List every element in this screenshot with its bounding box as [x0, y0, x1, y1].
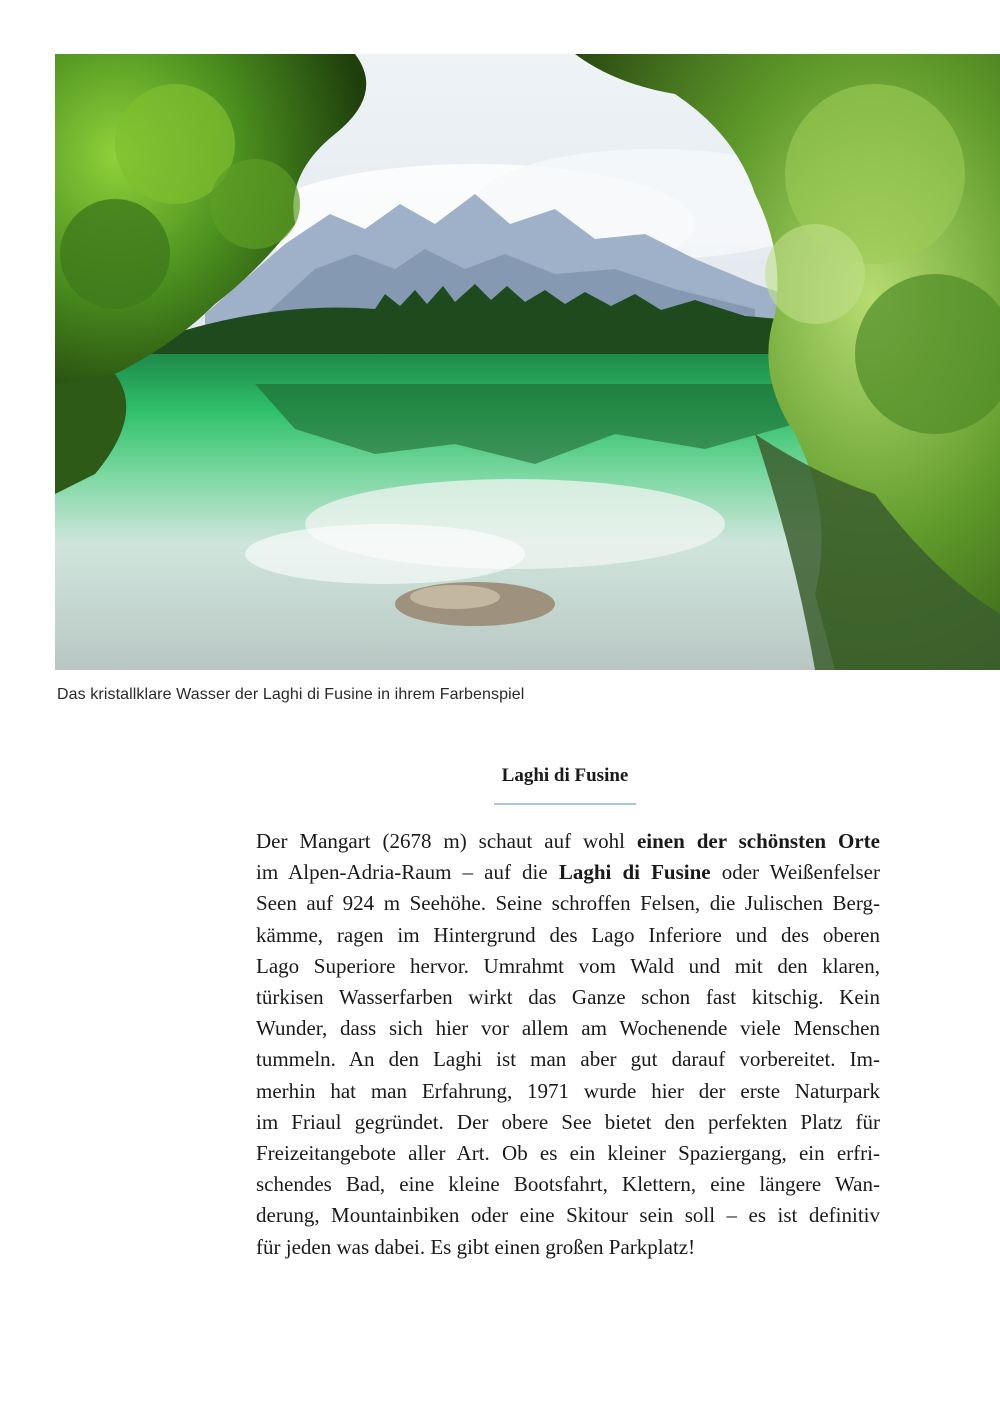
- section-heading: Laghi di Fusine: [501, 765, 629, 786]
- paragraph-line: schendes Bad, eine kleine Bootsfahrt, Klettern, eine längere Wan-: [256, 1172, 880, 1197]
- paragraph-line: Der Mangart (2678 m) schaut auf wohl einen der schönsten Orte: [256, 829, 880, 853]
- paragraph-line: derung, Mountainbiken oder eine Skitour sein soll – es ist definitiv: [256, 1203, 880, 1228]
- paragraph-line: türkisen Wasserfarben wirkt das Ganze schon fast kitschig. Kein: [256, 985, 880, 1010]
- paragraph-line: im Friaul gegründet. Der obere See bietet den perfekten Platz für: [256, 1109, 880, 1134]
- paragraph-line: Seen auf 924 m Seehöhe. Seine schroffen Felsen, die Julischen Berg-: [256, 891, 880, 916]
- body-paragraph: [256, 826, 880, 1263]
- paragraph-line: im Alpen-Adria-Raum – auf die Laghi di Fusine oder Weißenfelser: [256, 860, 880, 885]
- paragraph-line: Lago Superiore hervor. Umrahmt vom Wald und mit den klaren,: [256, 953, 880, 978]
- paragraph-line: tummeln. An den Laghi ist man aber gut darauf vorbereitet. Im-: [256, 1047, 880, 1072]
- photo-caption: Das kristallklare Wasser der Laghi di Fusine in ihrem Farbenspiel: [57, 686, 525, 703]
- paragraph-line: Wunder, dass sich hier vor allem am Wochenende viele Menschen: [256, 1016, 880, 1041]
- paragraph-line: für jeden was dabei. Es gibt einen großen Parkplatz!: [256, 1234, 696, 1259]
- paragraph-line: Freizeitangebote aller Art. Ob es ein kleiner Spaziergang, ein erfri-: [256, 1141, 880, 1166]
- paragraph-line: merhin hat man Erfahrung, 1971 wurde hier der erste Naturpark: [256, 1078, 880, 1103]
- lake-landscape-image: [55, 54, 1000, 670]
- lake-photo: [55, 54, 1000, 670]
- heading-underline: [494, 803, 636, 805]
- paragraph-line: kämme, ragen im Hintergrund des Lago Inferiore und des oberen: [256, 922, 880, 947]
